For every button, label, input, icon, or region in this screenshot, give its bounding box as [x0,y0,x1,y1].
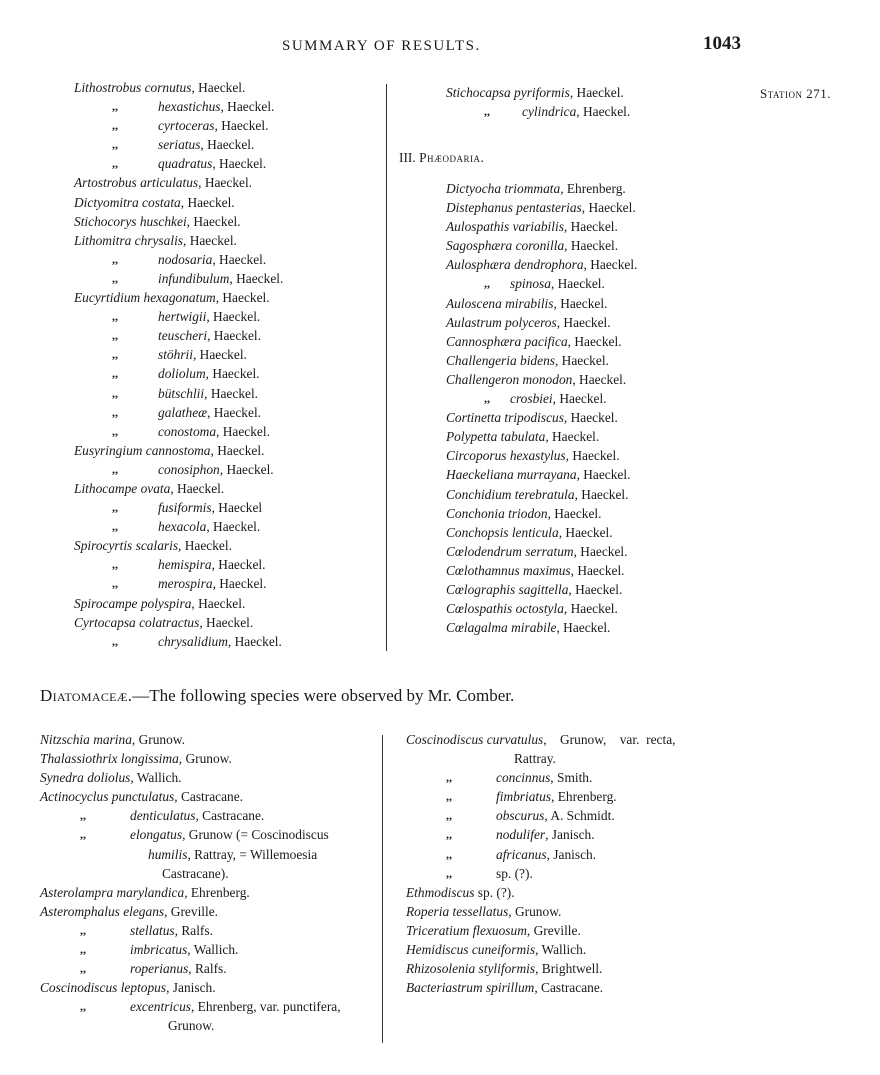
species-author: , Smith. [550,770,593,786]
species-name: fusiformis [158,500,212,516]
ditto-mark: ,, [112,270,118,285]
species-author: , Haeckel. [191,595,246,611]
species-author: , Haeckel. [556,620,611,636]
species-name: Lithostrobus cornutus [74,80,192,95]
species-name: Cortinetta tripodiscus [446,410,564,426]
species-author: , Greville. [526,922,581,938]
species-author: , Haeckel. [215,290,270,306]
species-author: , Haeckel. [565,448,620,464]
species-author: , Haeckel. [186,213,241,229]
species-author: , Haeckel. [199,614,254,630]
column-divider-bottom [382,735,383,1043]
species-name: chrysalidium [158,633,228,649]
ditto-mark: ,, [446,789,452,804]
species-name: Hemidiscus cuneiformis [406,942,536,958]
species-author: , Haeckel. [212,156,267,172]
section-numeral: III. [399,150,416,165]
species-author: , Castracane. [534,980,604,996]
species-author: , Haeckel. [573,543,628,559]
species-author: , Wallich. [130,770,182,786]
species-name: hexastichus [158,99,221,115]
species-author: , Janisch. [166,980,216,996]
species-name: Sagosphæra coronilla [446,238,565,254]
species-name: Distephanus pentasterias [446,200,582,216]
species-author: , Janisch. [545,827,595,843]
species-author: , Haeckel. [574,486,629,502]
species-name: Aulosphæra dendrophora [446,257,584,273]
ditto-mark: ,, [112,385,118,400]
ditto-mark: ,, [80,999,86,1014]
phaeodaria-heading [399,150,484,166]
species-author: , Haeckel. [568,581,623,597]
species-name: Aulastrum polyceros [446,314,557,330]
species-name: cyrtoceras [158,118,215,134]
species-name: Coscinodiscus leptopus [40,980,167,996]
species-name: Bacteriastrum spirillum [406,980,535,996]
species-author: , Haeckel. [576,467,631,483]
species-name: Polypetta tabulata [446,429,546,445]
species-author: , Haeckel. [216,423,270,439]
species-author: , Wallich. [535,942,587,958]
species-name: Cœlagalma mirabile [446,620,557,636]
species-author: , Haeckel. [205,366,260,382]
species-name: Cœlographis sagittella [446,581,569,597]
section-title: Phæodaria. [419,150,485,165]
species-author: , Grunow (= Coscinodiscus [182,827,329,843]
species-author: , Haeckel. [204,385,259,401]
species-name: Aulospathis variabilis [446,219,564,235]
species-author: , Ehrenberg, var. punctifera, [190,999,341,1015]
species-author: , Haeckel. [567,333,622,349]
species-author: , Grunow, var. recta, [543,732,676,747]
species-author: , Haeckel. [554,352,609,368]
species-name: spinosa [510,276,551,292]
species-author: , Haeckel. [214,118,269,134]
species-name: conosiphon [158,461,220,477]
species-author: , Castracane. [174,789,244,805]
ditto-mark: ,, [112,461,118,476]
species-name: quadratus [158,156,213,172]
species-name: bütschlii [158,385,205,401]
species-author: Rattray. [514,751,556,767]
ditto-mark: ,, [112,519,118,534]
ditto-mark: ,, [112,309,118,324]
ditto-mark: ,, [446,865,452,880]
species-author: , Haeckel. [207,404,262,420]
species-author: , Haeckel. [200,137,255,153]
species-author: sp. (?). [496,865,533,881]
ditto-mark: ,, [446,808,452,823]
species-name: Lithocampe ovata [74,480,171,496]
running-title: SUMMARY OF RESULTS. [282,38,481,54]
species-name: hexacola [158,519,207,535]
species-name: galatheæ [158,404,208,420]
species-author: , Haeckel. [564,238,619,254]
species-author: Grunow. [168,1018,215,1034]
ditto-mark: ,, [446,846,452,861]
species-name: Asterolampra marylandica [40,884,185,900]
species-name: cylindrica [522,104,577,120]
species-author: , Haeckel. [552,391,607,407]
species-author: , Rattray, = Willemoesia [187,846,318,862]
species-author: , Ehrenberg. [560,181,626,196]
species-name: Conchopsis lenticula [446,524,559,540]
species-author: , Grunow. [178,751,232,767]
ditto-mark: ,, [112,576,118,591]
ditto-mark: ,, [80,961,86,976]
species-author: , Haeckel. [206,309,261,325]
species-name: Eusyringium cannostoma [74,442,211,458]
species-name: Cannosphæra pacifica [446,333,568,349]
ditto-mark: ,, [112,557,118,572]
species-author: , Haeckel. [553,295,608,311]
species-author: , Ralfs. [174,922,213,938]
species-name: hemispira [158,557,212,573]
species-name: Dictyocha triommata [446,181,561,196]
species-author: , Haeckel. [576,104,631,120]
ditto-mark: ,, [484,104,490,119]
species-name: stöhrii [158,347,193,363]
species-name: Cyrtocapsa colatractus [74,614,200,630]
species-author: , Haeckel. [569,85,624,100]
species-name: conostoma [158,423,217,439]
species-name: Conchonia triodon [446,505,548,521]
species-name: roperianus [130,961,189,977]
species-author: , Haeckel. [170,480,225,496]
species-name: Haeckeliana murrayana [446,467,577,483]
species-author: , Haeckel. [563,601,618,617]
species-name: infundibulum [158,270,230,286]
species-author: , Haeckel. [206,519,261,535]
species-author: , Haeckel. [207,328,261,344]
ditto-mark: ,, [484,276,490,291]
species-name: teuscheri [158,328,208,344]
species-name: Cœlospathis octostyla [446,601,564,617]
species-author: , Haeckel. [545,429,600,445]
species-name: Synedra doliolus [40,770,131,786]
station-label: Station 271. [760,86,832,101]
ditto-mark: ,, [112,328,118,343]
species-name: doliolum [158,366,206,382]
species-author: , Castracane. [195,808,265,824]
ditto-mark: ,, [112,347,118,362]
species-name: Dictyomitra costata [74,194,181,210]
species-author: Castracane). [162,865,229,881]
species-name: africanus [496,846,547,862]
species-author: , Ehrenberg. [184,884,250,900]
species-author: , Haeckel. [212,251,267,267]
species-name: seriatus [158,137,201,153]
species-author: , Haeckel. [570,562,625,578]
species-name: stellatus [130,922,175,938]
species-author: , Haeckel. [212,576,267,592]
species-author: , Haeckel. [191,80,246,95]
species-author: , Haeckel. [220,99,275,115]
species-name: Eucyrtidium hexagonatum [74,290,216,306]
species-name: Spirocyrtis scalaris [74,538,179,554]
column-divider-top [386,84,387,651]
species-author: , Janisch. [546,846,597,862]
ditto-mark: ,, [112,156,118,171]
species-name: Spirocampe polyspira [74,595,192,611]
species-author: , Haeckel. [563,219,618,235]
diatomaceae-title: Diatomaceæ. [40,686,133,705]
species-author: , Haeckel. [581,200,636,216]
species-name: hertwigii [158,309,207,325]
species-name: merospira [158,576,213,592]
ditto-mark: ,, [112,137,118,152]
species-name: nodosaria [158,251,213,267]
species-author: , Haeckel [211,500,263,516]
species-author: , Haeckel. [227,633,282,649]
species-name: Ethmodiscus [406,884,475,900]
species-author: , Haeckel. [558,524,613,540]
species-author: , Haeckel. [547,505,602,521]
ditto-mark: ,, [112,500,118,515]
species-author: , Ehrenberg. [551,789,617,805]
species-name: Coscinodiscus curvatulus [406,732,544,747]
ditto-mark: ,, [112,366,118,381]
species-author: , Greville. [164,903,219,919]
species-name: Artostrobus articulatus [74,175,199,191]
species-name: Actinocyclus punctulatus [40,789,175,805]
species-name: humilis [148,846,188,862]
species-author: , Haeckel. [180,194,235,210]
species-name: Asteromphalus elegans [40,903,165,919]
species-name: Stichocorys huschkei [74,213,187,229]
ditto-mark: ,, [80,922,86,937]
species-author: , Haeckel. [550,276,605,292]
ditto-mark: ,, [446,770,452,785]
species-name: Roperia tessellatus [406,903,509,919]
species-author: , Haeckel. [572,371,627,387]
species-name: Stichocapsa pyriformis [446,85,570,100]
species-author: , Haeckel. [198,175,253,191]
ditto-mark: ,, [112,118,118,133]
ditto-mark: ,, [80,827,86,842]
ditto-mark: ,, [112,423,118,438]
ditto-mark: ,, [446,827,452,842]
ditto-mark: ,, [484,391,490,406]
species-author: , Haeckel. [583,257,638,273]
species-author: , Haeckel. [219,461,274,477]
species-author: , Haeckel. [210,442,265,458]
diatomaceae-text: —The following species were observed by Mr. Comber. [132,686,515,705]
species-author: , Haeckel. [563,410,618,426]
species-author: , Haeckel. [192,347,247,363]
species-author: , Grunow. [131,732,185,747]
species-name: Thalassiothrix longissima [40,751,179,767]
ditto-mark: ,, [112,99,118,114]
ditto-mark: ,, [112,404,118,419]
species-author: , A. Schmidt. [544,808,615,824]
species-name: elongatus [130,827,183,843]
ditto-mark: ,, [112,633,118,648]
species-author: sp. (?). [474,884,515,900]
species-author: , Grunow. [508,903,562,919]
species-name: Challengeron monodon [446,371,573,387]
species-name: fimbriatus [496,789,552,805]
species-name: Rhizosolenia styliformis [406,961,536,977]
species-name: Cœlodendrum serratum [446,543,574,559]
species-name: excentricus [130,999,191,1015]
species-author: , Haeckel. [229,270,284,286]
species-name: Lithomitra chrysalis [74,232,183,248]
species-name: imbricatus [130,942,188,958]
species-name: denticulatus [130,808,196,824]
species-name: concinnus [496,770,551,786]
species-author: , Brightwell. [535,961,603,977]
species-author: , Haeckel. [178,538,232,554]
ditto-mark: ,, [112,251,118,266]
species-name: Auloscena mirabilis [446,295,554,311]
page-number: 1043 [703,33,741,54]
species-author: , Wallich. [187,942,239,958]
species-name: Cœlothamnus maximus [446,562,571,578]
species-name: crosbiei [510,391,553,407]
ditto-mark: ,, [80,942,86,957]
species-author: , Haeckel. [211,557,266,573]
diatomaceae-intro [40,686,514,706]
species-name: Challengeria bidens [446,352,555,368]
species-name: Triceratium flexuosum [406,922,527,938]
species-author: , Ralfs. [188,961,227,977]
species-name: Nitzschia marina [40,732,132,747]
species-name: obscurus [496,808,545,824]
species-name: nodulifer [496,827,546,843]
ditto-mark: ,, [80,808,86,823]
species-author: , Haeckel. [556,314,611,330]
species-author: , Haeckel. [183,232,237,248]
species-name: Conchidium terebratula [446,486,575,502]
species-name: Circoporus hexastylus [446,448,566,464]
